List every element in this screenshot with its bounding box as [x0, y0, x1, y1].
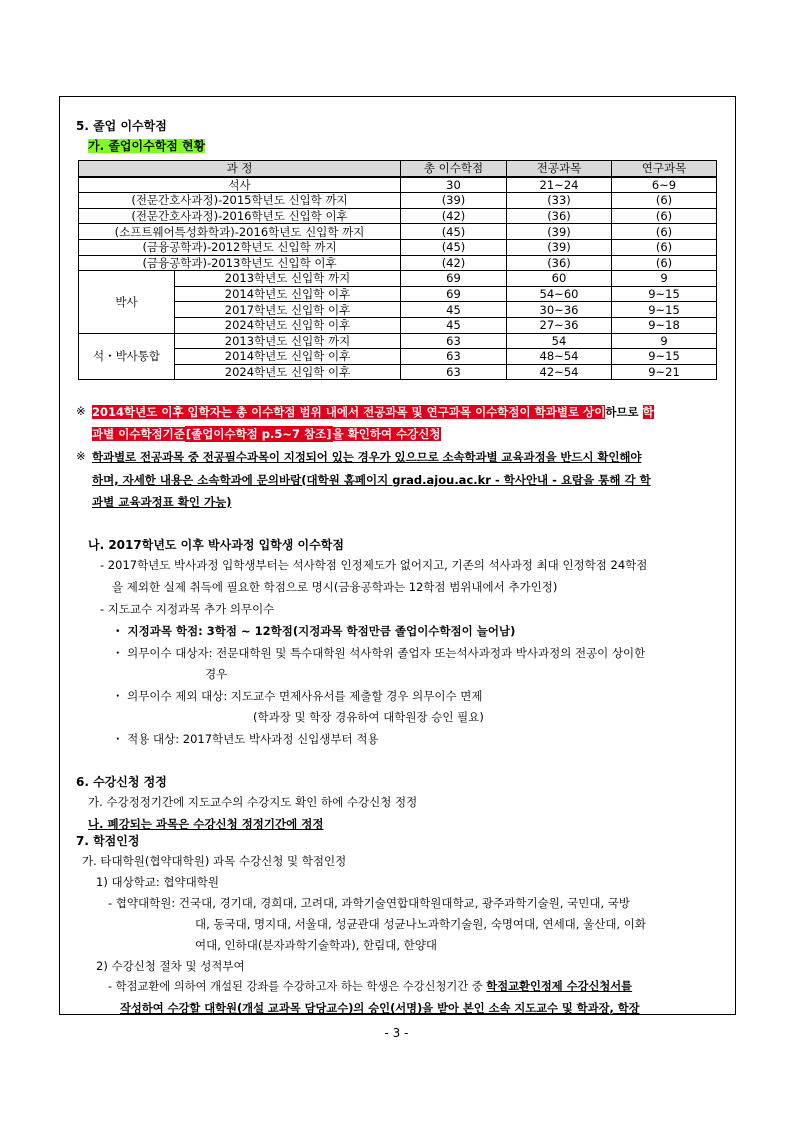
value-cell: 9~15: [612, 349, 717, 365]
section6-a: 가. 수강정정기간에 지도교수의 수강지도 확인 하에 수강신청 정정: [88, 795, 418, 809]
table-row: [79, 224, 717, 240]
value-cell: 69: [401, 271, 507, 287]
header-major: 전공과목: [507, 161, 612, 177]
table-row: [79, 177, 717, 193]
course-cell: 2014학년도 신입학 이후: [175, 349, 401, 365]
value-cell: (6): [612, 208, 717, 224]
course-cell: 2017학년도 신입학 이후: [175, 302, 401, 318]
note2-mark: ※: [76, 449, 86, 463]
value-cell: (39): [401, 193, 507, 209]
value-cell: (6): [612, 239, 717, 255]
table-row: [79, 349, 717, 365]
value-cell: 42~54: [507, 364, 612, 380]
value-cell: 54: [507, 333, 612, 349]
section7-a1-line3: 여대, 인하대(분자과학기술학과), 한림대, 한양대: [195, 938, 437, 952]
value-cell: 30: [401, 177, 507, 193]
value-cell: 9: [612, 333, 717, 349]
value-cell: (36): [507, 208, 612, 224]
note2-line1: 학과별로 전공과목 중 전공필수과목이 지정되어 있는 경우가 있으므로 소속학과별 교육과정을 반드시 확인해야: [92, 450, 642, 464]
note1-mark: ※: [76, 404, 86, 418]
value-cell: (45): [401, 239, 507, 255]
section7-a2: 2) 수강신청 절차 및 성적부여: [96, 959, 245, 973]
value-cell: 63: [401, 364, 507, 380]
course-cell: 석사: [79, 177, 401, 193]
section5-sub-a: 가. 졸업이수학점 현황: [88, 139, 206, 153]
table-row: [79, 317, 717, 333]
note2-line3: 과별 교육과정표 확인 가능): [92, 495, 232, 509]
section7-title: 7. 학점인정: [76, 834, 140, 848]
section7-a1-line1: - 협약대학원: 건국대, 경기대, 경희대, 고려대, 과학기술연합대학원대학교, 광주과학기술원, 국민대, 국방: [108, 896, 630, 910]
section7-a: 가. 타대학원(협약대학원) 과목 수강신청 및 학점인정: [82, 854, 347, 868]
b-bullet2b: 경우: [205, 667, 228, 681]
course-cell: 2013학년도 신입학 까지: [175, 271, 401, 287]
b-line1: - 2017학년도 박사과정 입학생부터는 석사학점 인정제도가 없어지고, 기존의 석사과정 최대 인정학점 24학점: [100, 558, 648, 572]
section7-a2-line1: - 학점교환에 의하여 개설된 강좌를 수강하고자 하는 학생은 수강신청기간 중 학점교환인정제 수강신청서를: [108, 980, 633, 993]
header-research: 연구과목: [612, 161, 717, 177]
value-cell: (39): [507, 239, 612, 255]
section6-b: 나. 폐강되는 과목은 수강신청 정정기간에 정정: [88, 817, 324, 831]
b-line3: - 지도교수 지정과목 추가 의무이수: [100, 602, 275, 616]
value-cell: (6): [612, 255, 717, 271]
value-cell: 54~60: [507, 286, 612, 302]
value-cell: 9: [612, 271, 717, 287]
note2-line2: 하며, 자세한 내용은 소속학과에 문의바람(대학원 홈페이지 grad.ajou.ac.kr - 학사안내 - 요람을 통해 각 학: [92, 473, 651, 487]
table-row: [79, 193, 717, 209]
table-row: [79, 333, 717, 349]
course-cell: (금융공학과)-2013학년도 신입학 이후: [79, 255, 401, 271]
table-row: [79, 286, 717, 302]
value-cell: 9~15: [612, 286, 717, 302]
value-cell: (45): [401, 224, 507, 240]
b-bullet2: ・ 의무이수 대상자: 전문대학원 및 특수대학원 석사학위 졸업자 또는석사과정과 박사과정의 전공이 상이한: [112, 646, 646, 660]
table-row: [79, 255, 717, 271]
value-cell: (36): [507, 255, 612, 271]
group-label-cell: 석・박사통합: [79, 333, 175, 380]
table-row: [79, 364, 717, 380]
course-cell: 2024학년도 신입학 이후: [175, 317, 401, 333]
table-row: [79, 239, 717, 255]
section6-title: 6. 수강신청 정정: [76, 775, 167, 789]
course-cell: 2013학년도 신입학 까지: [175, 333, 401, 349]
section7-a1-line2: 대, 동국대, 명지대, 서울대, 성균관대 성균나노과학기술원, 숙명여대, 연세대, 울산대, 이화: [195, 917, 646, 931]
value-cell: (42): [401, 255, 507, 271]
value-cell: 27~36: [507, 317, 612, 333]
table-row: [79, 208, 717, 224]
value-cell: 9~21: [612, 364, 717, 380]
course-cell: 2024학년도 신입학 이후: [175, 364, 401, 380]
graduation-credit-table: [78, 160, 717, 380]
value-cell: 9~15: [612, 302, 717, 318]
group-label-cell: 박사: [79, 271, 175, 333]
value-cell: (6): [612, 224, 717, 240]
b-bullet3: ・ 의무이수 제외 대상: 지도교수 면제사유서를 제출할 경우 의무이수 면제: [112, 689, 483, 703]
course-cell: (금융공학과)-2012학년도 신입학 까지: [79, 239, 401, 255]
header-total: 총 이수학점: [401, 161, 507, 177]
b-bullet3b: (학과장 및 학장 경유하여 대학원장 승인 필요): [253, 710, 484, 724]
value-cell: 63: [401, 349, 507, 365]
value-cell: (42): [401, 208, 507, 224]
page-number: - 3 -: [384, 1026, 409, 1040]
table-row: [79, 271, 717, 287]
section5-title: 5. 졸업 이수학점: [76, 119, 167, 133]
value-cell: 69: [401, 286, 507, 302]
value-cell: 6~9: [612, 177, 717, 193]
course-cell: (전문간호사과정)-2016학년도 신입학 이후: [79, 208, 401, 224]
value-cell: (6): [612, 193, 717, 209]
course-cell: (소프트웨어특성화학과)-2016학년도 신입학 까지: [79, 224, 401, 240]
table-row: [79, 302, 717, 318]
value-cell: 9~18: [612, 317, 717, 333]
table-header-row: [79, 161, 717, 177]
section7-a2-line2: 작성하여 수강할 대학원(개설 교과목 담당교수)의 승인(서명)을 받아 본인 소속 지도교수 및 학과장, 학장: [120, 1002, 640, 1015]
course-cell: 2014학년도 신입학 이후: [175, 286, 401, 302]
value-cell: 48~54: [507, 349, 612, 365]
value-cell: 45: [401, 317, 507, 333]
value-cell: (39): [507, 224, 612, 240]
value-cell: 45: [401, 302, 507, 318]
value-cell: 60: [507, 271, 612, 287]
note1-line1: 2014학년도 이후 입학자는 총 이수학점 범위 내에서 전공과목 및 연구과목 이수학점이 학과별로 상이하므로 학: [92, 405, 654, 419]
b-line2: 을 제외한 실제 취득에 필요한 학점으로 명시(금융공학과는 12학점 범위내에서 추가인정): [112, 580, 558, 594]
b-bullet1: ・ 지정과목 학점: 3학점 ~ 12학점(지정과목 학점만큼 졸업이수학점이 늘어남): [112, 624, 516, 638]
section7-a1: 1) 대상학교: 협약대학원: [96, 875, 219, 889]
value-cell: 30~36: [507, 302, 612, 318]
course-cell: (전문간호사과정)-2015학년도 신입학 까지: [79, 193, 401, 209]
section5-sub-b: 나. 2017학년도 이후 박사과정 입학생 이수학점: [88, 538, 344, 552]
value-cell: 21~24: [507, 177, 612, 193]
note1-line2: 과별 이수학점기준[졸업이수학점 p.5~7 참조]을 확인하여 수강신청: [92, 427, 441, 441]
b-bullet4: ・ 적용 대상: 2017학년도 박사과정 신입생부터 적용: [112, 732, 379, 746]
header-course: 과 정: [79, 161, 401, 177]
value-cell: 63: [401, 333, 507, 349]
value-cell: (33): [507, 193, 612, 209]
